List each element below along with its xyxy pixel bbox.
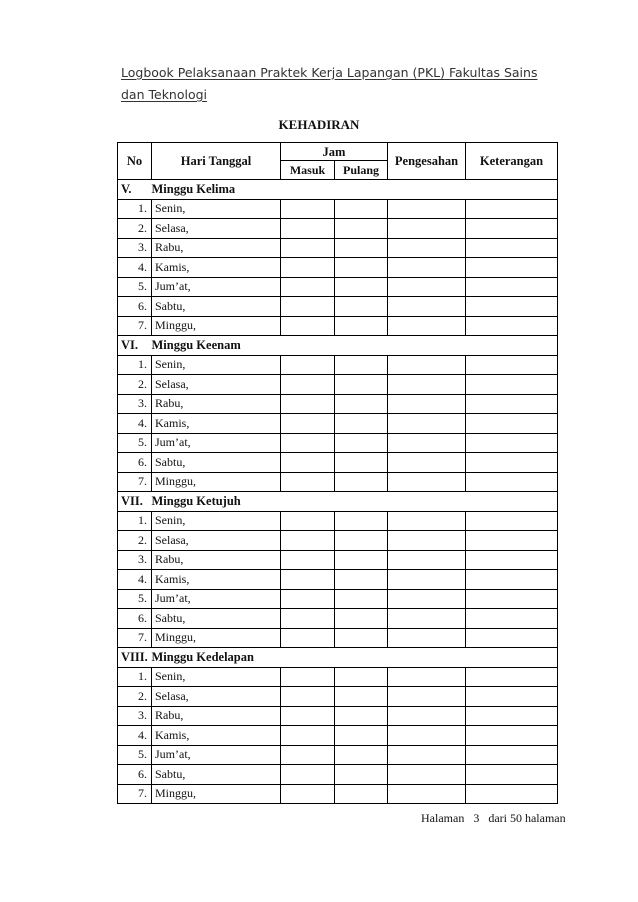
keterangan-cell [466, 355, 558, 375]
masuk-cell [281, 511, 335, 531]
day-number: 7. [118, 784, 152, 804]
day-name: Selasa, [152, 687, 281, 707]
keterangan-cell [466, 765, 558, 785]
day-number: 1. [118, 667, 152, 687]
day-number: 6. [118, 765, 152, 785]
week-label: Minggu Keenam [152, 336, 558, 356]
day-name: Jum’at, [152, 745, 281, 765]
day-number: 2. [118, 219, 152, 239]
table-row [118, 765, 558, 785]
keterangan-cell [466, 511, 558, 531]
day-name: Senin, [152, 355, 281, 375]
day-name: Rabu, [152, 550, 281, 570]
day-number: 1. [118, 511, 152, 531]
header-masuk: Masuk [281, 161, 335, 180]
day-number: 5. [118, 745, 152, 765]
table-row [118, 238, 558, 258]
day-name: Senin, [152, 199, 281, 219]
pulang-cell [335, 589, 388, 609]
attendance-table-header [118, 143, 558, 180]
pulang-cell [335, 316, 388, 336]
table-row [118, 706, 558, 726]
keterangan-cell [466, 628, 558, 648]
pulang-cell [335, 277, 388, 297]
keterangan-cell [466, 414, 558, 434]
pulang-cell [335, 219, 388, 239]
keterangan-cell [466, 531, 558, 551]
pengesahan-cell [388, 433, 466, 453]
day-number: 7. [118, 628, 152, 648]
header-keterangan: Keterangan [466, 143, 558, 180]
pulang-cell [335, 784, 388, 804]
week-label: Minggu Kedelapan [152, 648, 558, 668]
header-pengesahan: Pengesahan [388, 143, 466, 180]
pengesahan-cell [388, 316, 466, 336]
pengesahan-cell [388, 745, 466, 765]
document-header-title: Logbook Pelaksanaan Praktek Kerja Lapangan (PKL) Fakultas Sains dan Teknologi [121, 65, 538, 102]
pulang-cell [335, 453, 388, 473]
day-name: Jum’at, [152, 589, 281, 609]
masuk-cell [281, 394, 335, 414]
table-row [118, 375, 558, 395]
table-row [118, 628, 558, 648]
masuk-cell [281, 589, 335, 609]
day-number: 2. [118, 375, 152, 395]
pulang-cell [335, 433, 388, 453]
day-name: Kamis, [152, 726, 281, 746]
keterangan-cell [466, 745, 558, 765]
day-name: Jum’at, [152, 433, 281, 453]
day-number: 6. [118, 453, 152, 473]
table-row [118, 570, 558, 590]
masuk-cell [281, 628, 335, 648]
day-name: Senin, [152, 511, 281, 531]
masuk-cell [281, 765, 335, 785]
masuk-cell [281, 433, 335, 453]
day-name: Kamis, [152, 258, 281, 278]
table-row [118, 394, 558, 414]
day-name: Sabtu, [152, 609, 281, 629]
header-no: No [118, 143, 152, 180]
masuk-cell [281, 726, 335, 746]
keterangan-cell [466, 375, 558, 395]
keterangan-cell [466, 667, 558, 687]
keterangan-cell [466, 258, 558, 278]
pengesahan-cell [388, 726, 466, 746]
pengesahan-cell [388, 238, 466, 258]
day-number: 7. [118, 316, 152, 336]
keterangan-cell [466, 687, 558, 707]
table-row [118, 277, 558, 297]
pulang-cell [335, 258, 388, 278]
table-row [118, 531, 558, 551]
masuk-cell [281, 609, 335, 629]
keterangan-cell [466, 570, 558, 590]
table-row [118, 199, 558, 219]
masuk-cell [281, 570, 335, 590]
keterangan-cell [466, 453, 558, 473]
masuk-cell [281, 277, 335, 297]
day-number: 6. [118, 297, 152, 317]
pengesahan-cell [388, 609, 466, 629]
header-pulang: Pulang [335, 161, 388, 180]
pengesahan-cell [388, 706, 466, 726]
week-row [118, 336, 558, 356]
pengesahan-cell [388, 219, 466, 239]
header-hari-tanggal: Hari Tanggal [152, 143, 281, 180]
week-number: VIII. [118, 648, 152, 668]
pulang-cell [335, 726, 388, 746]
pulang-cell [335, 414, 388, 434]
week-row [118, 648, 558, 668]
day-number: 2. [118, 687, 152, 707]
keterangan-cell [466, 277, 558, 297]
keterangan-cell [466, 316, 558, 336]
pengesahan-cell [388, 472, 466, 492]
masuk-cell [281, 706, 335, 726]
week-number: VII. [118, 492, 152, 512]
keterangan-cell [466, 726, 558, 746]
masuk-cell [281, 258, 335, 278]
table-row [118, 258, 558, 278]
day-number: 5. [118, 433, 152, 453]
masuk-cell [281, 784, 335, 804]
masuk-cell [281, 297, 335, 317]
keterangan-cell [466, 609, 558, 629]
day-name: Jum’at, [152, 277, 281, 297]
table-row [118, 745, 558, 765]
keterangan-cell [466, 706, 558, 726]
pengesahan-cell [388, 765, 466, 785]
day-number: 4. [118, 570, 152, 590]
pulang-cell [335, 570, 388, 590]
keterangan-cell [466, 589, 558, 609]
table-row [118, 219, 558, 239]
pulang-cell [335, 199, 388, 219]
keterangan-cell [466, 784, 558, 804]
day-name: Kamis, [152, 414, 281, 434]
pengesahan-cell [388, 199, 466, 219]
day-number: 1. [118, 355, 152, 375]
pengesahan-cell [388, 453, 466, 473]
day-name: Sabtu, [152, 297, 281, 317]
keterangan-cell [466, 472, 558, 492]
pulang-cell [335, 355, 388, 375]
day-name: Sabtu, [152, 765, 281, 785]
pengesahan-cell [388, 355, 466, 375]
pulang-cell [335, 706, 388, 726]
pulang-cell [335, 472, 388, 492]
pulang-cell [335, 609, 388, 629]
pulang-cell [335, 667, 388, 687]
day-number: 3. [118, 394, 152, 414]
pengesahan-cell [388, 258, 466, 278]
table-row [118, 687, 558, 707]
pulang-cell [335, 687, 388, 707]
attendance-table [117, 142, 558, 804]
pengesahan-cell [388, 550, 466, 570]
pulang-cell [335, 550, 388, 570]
section-title: KEHADIRAN [278, 117, 360, 132]
table-row [118, 433, 558, 453]
pengesahan-cell [388, 511, 466, 531]
pengesahan-cell [388, 687, 466, 707]
pulang-cell [335, 511, 388, 531]
pulang-cell [335, 628, 388, 648]
day-name: Minggu, [152, 784, 281, 804]
attendance-table-body [118, 180, 558, 804]
day-number: 7. [118, 472, 152, 492]
day-name: Sabtu, [152, 453, 281, 473]
day-name: Selasa, [152, 375, 281, 395]
masuk-cell [281, 199, 335, 219]
table-row [118, 609, 558, 629]
masuk-cell [281, 745, 335, 765]
day-name: Senin, [152, 667, 281, 687]
week-row [118, 492, 558, 512]
table-row [118, 453, 558, 473]
pulang-cell [335, 765, 388, 785]
pulang-cell [335, 531, 388, 551]
pulang-cell [335, 375, 388, 395]
week-number: V. [118, 180, 152, 200]
masuk-cell [281, 238, 335, 258]
masuk-cell [281, 453, 335, 473]
masuk-cell [281, 414, 335, 434]
masuk-cell [281, 531, 335, 551]
day-number: 3. [118, 550, 152, 570]
keterangan-cell [466, 433, 558, 453]
table-row [118, 414, 558, 434]
day-number: 1. [118, 199, 152, 219]
table-row [118, 472, 558, 492]
week-label: Minggu Kelima [152, 180, 558, 200]
header-jam: Jam [281, 143, 388, 161]
pengesahan-cell [388, 414, 466, 434]
keterangan-cell [466, 550, 558, 570]
day-number: 6. [118, 609, 152, 629]
pengesahan-cell [388, 628, 466, 648]
day-name: Rabu, [152, 706, 281, 726]
day-number: 3. [118, 706, 152, 726]
day-number: 4. [118, 726, 152, 746]
week-number: VI. [118, 336, 152, 356]
table-row [118, 511, 558, 531]
day-number: 5. [118, 277, 152, 297]
pulang-cell [335, 745, 388, 765]
keterangan-cell [466, 199, 558, 219]
pulang-cell [335, 297, 388, 317]
masuk-cell [281, 472, 335, 492]
week-row [118, 180, 558, 200]
day-name: Minggu, [152, 316, 281, 336]
day-name: Selasa, [152, 219, 281, 239]
pulang-cell [335, 238, 388, 258]
table-row [118, 550, 558, 570]
week-label: Minggu Ketujuh [152, 492, 558, 512]
day-name: Rabu, [152, 394, 281, 414]
masuk-cell [281, 687, 335, 707]
pengesahan-cell [388, 375, 466, 395]
pulang-cell [335, 394, 388, 414]
masuk-cell [281, 375, 335, 395]
table-row [118, 355, 558, 375]
table-row [118, 589, 558, 609]
keterangan-cell [466, 238, 558, 258]
pengesahan-cell [388, 297, 466, 317]
masuk-cell [281, 667, 335, 687]
pengesahan-cell [388, 531, 466, 551]
day-number: 2. [118, 531, 152, 551]
table-row [118, 726, 558, 746]
pengesahan-cell [388, 667, 466, 687]
table-row [118, 784, 558, 804]
day-number: 4. [118, 414, 152, 434]
keterangan-cell [466, 219, 558, 239]
day-number: 3. [118, 238, 152, 258]
keterangan-cell [466, 394, 558, 414]
pengesahan-cell [388, 784, 466, 804]
day-number: 5. [118, 589, 152, 609]
masuk-cell [281, 316, 335, 336]
table-row [118, 316, 558, 336]
pengesahan-cell [388, 394, 466, 414]
day-name: Selasa, [152, 531, 281, 551]
masuk-cell [281, 550, 335, 570]
pengesahan-cell [388, 589, 466, 609]
keterangan-cell [466, 297, 558, 317]
masuk-cell [281, 355, 335, 375]
day-name: Kamis, [152, 570, 281, 590]
day-name: Minggu, [152, 472, 281, 492]
table-row [118, 667, 558, 687]
day-number: 4. [118, 258, 152, 278]
pengesahan-cell [388, 570, 466, 590]
page-footer: Halaman 3 dari 50 halaman [421, 811, 566, 825]
masuk-cell [281, 219, 335, 239]
table-row [118, 297, 558, 317]
pengesahan-cell [388, 277, 466, 297]
day-name: Minggu, [152, 628, 281, 648]
day-name: Rabu, [152, 238, 281, 258]
